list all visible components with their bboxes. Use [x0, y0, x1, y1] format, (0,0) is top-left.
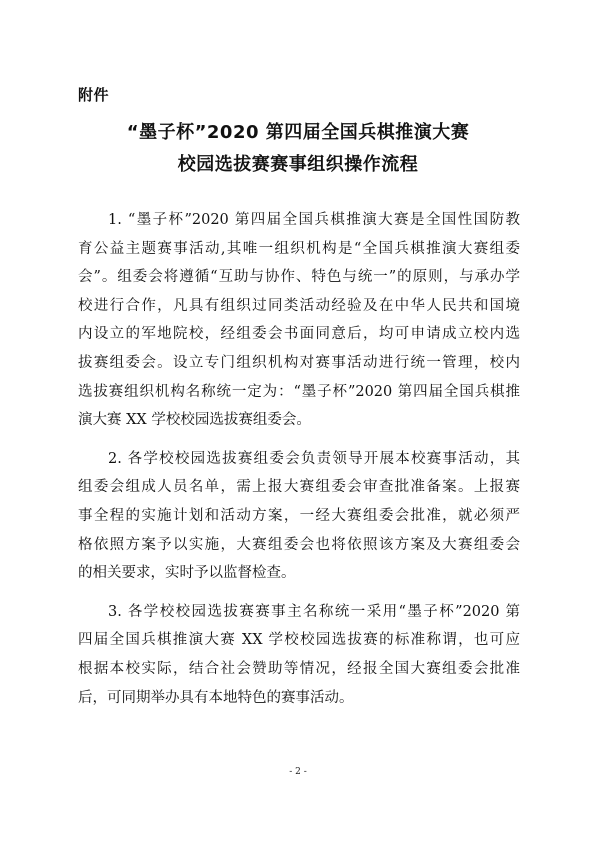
attachment-label: 附件	[78, 86, 110, 104]
paragraph-line: 根据本校实际，结合社会赞助等情况，经报全国大赛组委会批准	[78, 660, 520, 677]
document-title-line-1: “墨子杯”2020 第四届全国兵棋推演大赛	[126, 122, 470, 143]
paragraph-line: 拔赛组委会。设立专门组织机构对赛事活动进行统一管理，校内	[78, 354, 520, 371]
document-body	[78, 206, 520, 722]
paragraph-line: 的相关要求，实时予以监督检查。	[78, 565, 296, 582]
paragraph-line: 后，可同期举办具有本地特色的赛事活动。	[78, 689, 354, 706]
paragraph-line: 内设立的军地院校，经组委会书面同意后，均可申请成立校内选	[78, 326, 520, 343]
paragraph-line: 组委会组成人员名单，需上报大赛组委会审查批准备案。上报赛	[78, 479, 520, 496]
paragraph-line: 校进行合作，凡具有组织过同类活动经验及在中华人民共和国境	[78, 297, 520, 314]
paragraph-line: 1. “墨子杯”2020 第四届全国兵棋推演大赛是全国性国防教	[108, 212, 520, 228]
paragraph-line: 2. 各学校校园选拔赛组委会负责领导开展本校赛事活动，其	[108, 450, 520, 467]
paragraph-line: 会”。组委会将遵循“互助与协作、特色与统一”的原则，与承办学	[78, 269, 520, 286]
document-title-line-2: 校园选拔赛赛事组织操作流程	[177, 154, 419, 175]
paragraph-3	[78, 598, 520, 712]
paragraph-line: 格依照方案予以实施，大赛组委会也将依照该方案及大赛组委会	[78, 536, 520, 553]
paragraph-line: 选拔赛组织机构名称统一定为：“墨子杯”2020 第四届全国兵棋推	[78, 383, 520, 400]
paragraph-line: 育公益主题赛事活动,其唯一组织机构是“全国兵棋推演大赛组委	[78, 240, 520, 257]
paragraph-2	[78, 445, 520, 588]
paragraph-line: 四届全国兵棋推演大赛 XX 学校校园选拔赛的标准称谓，也可应	[78, 632, 520, 649]
paragraph-1	[78, 206, 520, 435]
paragraph-line: 事全程的实施计划和活动方案，一经大赛组委会批准，就必须严	[78, 507, 520, 524]
paragraph-line: 3. 各学校校园选拔赛赛事主名称统一采用“墨子杯”2020 第	[108, 603, 520, 620]
page-number: - 2 -	[289, 767, 307, 777]
paragraph-line: 演大赛 XX 学校校园选拔赛组委会。	[78, 412, 311, 429]
